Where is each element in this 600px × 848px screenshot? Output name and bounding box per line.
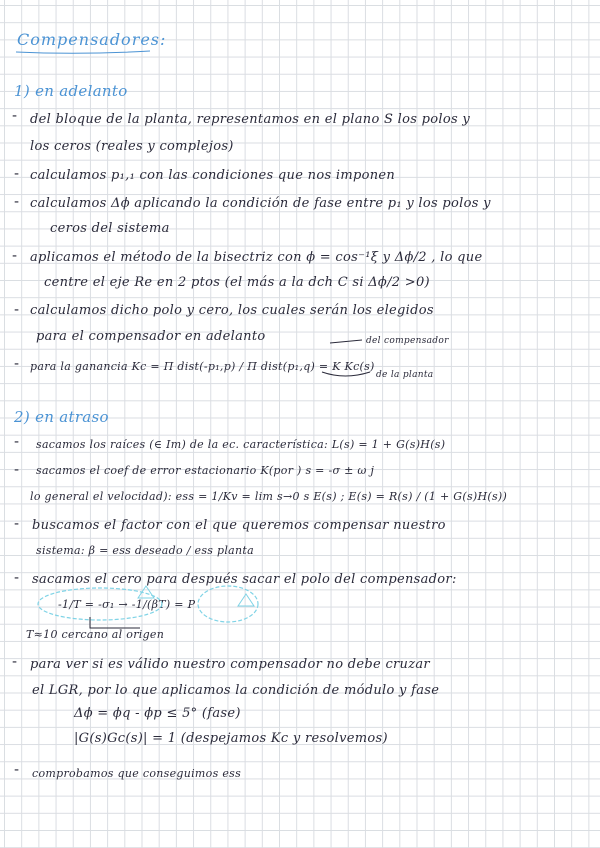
section-1-heading: 1) en adelanto — [14, 82, 128, 100]
section-2-line: sacamos el coef de error estacionario K(por ) s = -σ ± ω j — [36, 464, 375, 477]
section-2-line: |G(s)Gc(s)| = 1 (despejamos Kc y resolvemos) — [74, 731, 388, 746]
section-2-heading: 2) en atraso — [14, 408, 109, 426]
section-2-line: comprobamos que conseguimos ess — [32, 767, 242, 780]
section-1-line: del bloque de la planta, representamos en el plano S los polos y — [30, 112, 471, 127]
section-2-line: sacamos el cero para después sacar el polo del compensador: — [32, 572, 457, 587]
bullet: - — [12, 108, 18, 124]
section-1-line: ceros del sistema — [50, 221, 170, 236]
section-1-line: centre el eje Re en 2 ptos (el más a la dch C si Δϕ/2 >0) — [44, 275, 430, 290]
bullet: - — [14, 570, 20, 586]
highlight-oval — [198, 586, 258, 622]
section-2-line: buscamos el factor con el que queremos compensar nuestro — [32, 518, 446, 533]
bracket-mark — [90, 617, 140, 628]
bullet: - — [14, 462, 20, 478]
section-2-line: sacamos los raíces (∈ Im) de la ec. característica: L(s) = 1 + G(s)H(s) — [36, 438, 446, 451]
bullet: - — [12, 654, 18, 670]
section-1-line: para la ganancia Kc = Π dist(-p₁,p) / Π dist(p₁,q) = K Kc(s) — [30, 360, 375, 373]
section-2-line: Δϕ = ϕq - ϕp ≤ 5° (fase) — [74, 706, 241, 721]
section-1-line: calculamos Δϕ aplicando la condición de fase entre p₁ y los polos y — [30, 196, 491, 211]
annotation-note: del compensador — [366, 336, 449, 346]
bullet: - — [14, 434, 20, 450]
page-title: Compensadores: — [17, 30, 167, 49]
highlight-triangle — [238, 594, 254, 606]
bullet: - — [14, 194, 20, 210]
bullet: - — [12, 248, 18, 264]
section-1-line: para el compensador en adelanto — [36, 329, 266, 344]
bullet: - — [14, 762, 20, 778]
title-underline — [16, 51, 150, 53]
bullet: - — [14, 166, 20, 182]
section-1-line: aplicamos el método de la bisectriz con ϕ = cos⁻¹ξ y Δϕ/2 , lo que — [30, 250, 483, 265]
section-1-line: calculamos p₁,₁ con las condiciones que nos imponen — [30, 168, 396, 183]
bullet: - — [14, 356, 20, 372]
section-2-line: el LGR, por lo que aplicamos la condición de módulo y fase — [32, 683, 440, 698]
section-1-line: los ceros (reales y complejos) — [30, 139, 234, 154]
section-2-line: T≈10 cercano al origen — [26, 628, 165, 641]
section-2-line: -1/T = -σ₁ → -1/(βT) = P — [58, 598, 196, 611]
section-1-line: calculamos dicho polo y cero, los cuales serán los elegidos — [30, 303, 434, 318]
section-2-line: para ver si es válido nuestro compensador no debe cruzar — [30, 657, 430, 672]
annotation-note: de la planta — [376, 370, 434, 380]
bullet: - — [14, 516, 20, 532]
section-2-line: lo general el velocidad): ess = 1/Kv = lim s→0 s E(s) ; E(s) = R(s) / (1 + G(s)H(s)) — [30, 490, 508, 503]
highlight-triangle — [138, 586, 154, 598]
brace-mark — [330, 340, 362, 343]
bullet: - — [14, 302, 20, 318]
section-2-line: sistema: β = ess deseado / ess planta — [36, 544, 254, 557]
